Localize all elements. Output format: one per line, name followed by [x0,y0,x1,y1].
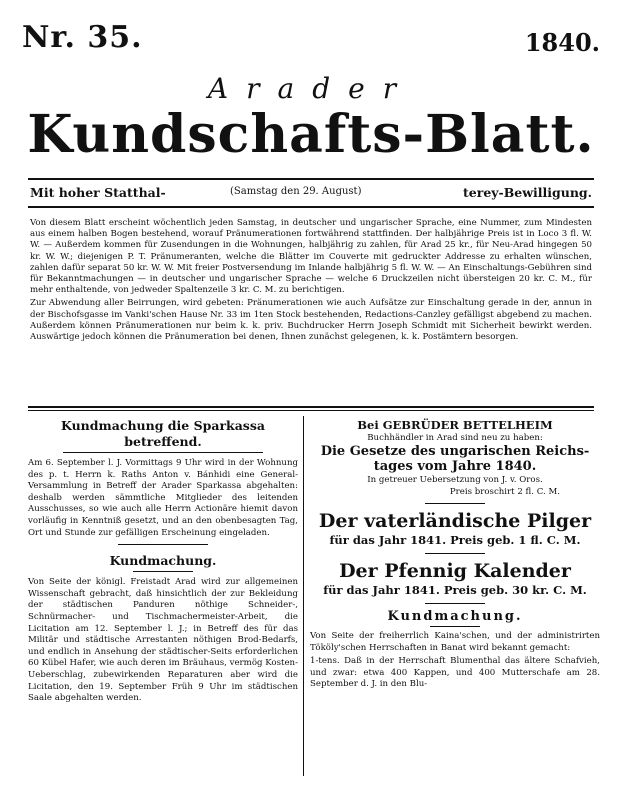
notice-heading-city: Kundmachung. [109,553,217,569]
issue-date: (Samstag den 29. August) [230,186,362,197]
section-rule-thin [28,410,594,411]
masthead-rule-bottom [28,206,594,208]
left-column [28,418,298,705]
divider [425,553,485,554]
submission-paragraph: Zur Abwendung aller Beirrungen, wird gebeten: Pränumerationen wie auch Aufsätze zur Einschaltung gerade in der, annun in der Bischofsgasse im Vanki'schen Hause Nr. 33 im 1ten Stock bestehenden, Redactions-Canzley gefälligst abgebend zu machen. Außerdem können Pränumerationen nur beim k. k. priv. Buchdrucker Herrn Joseph Schmidt mit Sicherheit bewirkt werden. Auswärtige jedoch können die Pränumeration bei denen, Ihnen zunächst gelegenen, k. k. Postämtern besorgen. [30,298,592,343]
notice-heading-herrschaft: Kundmachung. [387,609,523,624]
masthead-rule-top [28,178,594,180]
divider [63,452,263,453]
book-title-kalender: Der Pfennig Kalender [339,560,571,582]
book-translation: In getreuer Uebersetzung von J. v. Oros. [367,475,543,485]
masthead-title: Kundschafts-Blatt. [27,104,595,165]
subscription-paragraph: Von diesem Blatt erscheint wöchentlich jeden Samstag, in deutscher und ungarischer Sprache, eine Nummer, zum Mindesten aus einem halben Bogen bestehend, worauf Pränumerationen fortwährend stattfinden. Der halbjährige Preis ist in Loco 3 fl. W. W. — Außerdem kommen für Zusendungen in die Wohnungen, halbjährig zu zahlen, für Arad 25 kr., für Neu-Arad hingegen 50 kr. W. W.; diejenigen P. T. Pränumeranten, welche die Blätter im Couverte mit gedruckter Addresse zu erhalten wünschen, zahlen dafür separat 50 kr. W. W. Mit freier Postversendung im Inlande halbjährig 5 fl. W. W. — An Einschaltungs-Gebühren sind für Bekanntmachungen — in deutscher und ungarischer Sprache — welche 6 Druckzeilen nicht übersteigen 20 kr. C. M., für mehr enthaltende, von jedweder Spaltenzeile 3 kr. C. M. zu berichtigen. [30,218,592,296]
book-title-pilger: Der vaterländische Pilger [318,510,592,532]
book-price-laws: Preis broschirt 2 fl. C. M. [449,487,560,497]
subscription-info [30,218,592,343]
book-price-kalender: für das Jahr 1841. Preis geb. 30 kr. C. M. [323,583,587,597]
privilege-right: terey-Bewilligung. [463,185,592,200]
notice-body-sparkassa: Am 6. September l. J. Vormittags 9 Uhr wird in der Wohnung des p. t. Herrn k. Raths Anton v. Bánhidi eine General-Versammlung in Betreff der Arader Sparkassa abgehalten: deshalb werden sämmtliche Mitglieder des leitenden Ausschusses, so wie auch alle Herrn Actionäre hiemit davon vorläufig in Kenntniß gesetzt, und an den obenbesagten Tag, Ort und Stunde zur gefälligen Erscheinung eingeladen. [28,458,298,538]
divider [133,571,193,572]
privilege-left: Mit hoher Statthal- [30,185,166,200]
divider [118,544,208,545]
column-divider [303,416,304,776]
book-price-pilger: für das Jahr 1841. Preis geb. 1 fl. C. M. [329,533,581,547]
section-rule [28,406,594,408]
issue-number: Nr. 35. [22,20,143,55]
notice-body-city: Von Seite der königl. Freistadt Arad wird zur allgemeinen Wissenschaft gebracht, daß hinsichtlich der zur Bekleidung der städtischen Panduren nöthige Schneider-, Schnürmacher- und Tischmachermeister-Arbeit, die Licitation am 12. September l. J.; in Betreff des für das Militär und städtische Arrestanten nöthigen Brod-Bedarfs, und endlich in Ansehung der städtischer-Seits erforderlichen 60 Kübel Hafer, wie auch deren im Bräuhaus, vermög Kosten-Ueberschlag, zubewirkenden Reparaturen aber wird die Licitation, den 19. September Früh 9 Uhr im städtischen Saale abgehalten werden. [28,577,298,704]
issue-year: 1840. [524,28,600,57]
privilege-row [30,183,592,205]
divider [425,603,485,604]
book-title-laws: Die Gesetze des ungarischen Reichs- [320,444,590,459]
bookseller-line: Buchhändler in Arad sind neu zu haben: [367,433,543,443]
book-title-laws-cont: tages vom Jahre 1840. [373,459,537,474]
right-column [310,418,600,691]
notice-item-herrschaft: 1-tens. Daß in der Herrschaft Blumenthal das ältere Schafvieh, und zwar: etwa 400 Kappen, und 400 Mutterschafe am 28. September d. J. in den Blu- [310,656,600,690]
issue-row [22,20,600,60]
divider [425,503,485,504]
divider [430,626,480,627]
bookseller-name: Bei GEBRÜDER BETTELHEIM [357,418,553,432]
notice-body-herrschaft: Von Seite der freiherrlich Kaina'schen, und der administrirten Tököly'schen Herrschaften in Banat wird bekannt gemacht: [310,631,600,653]
masthead-small: Arader [207,72,415,105]
notice-heading-sparkassa: Kundmachung die Sparkassa betreffend. [61,418,265,449]
